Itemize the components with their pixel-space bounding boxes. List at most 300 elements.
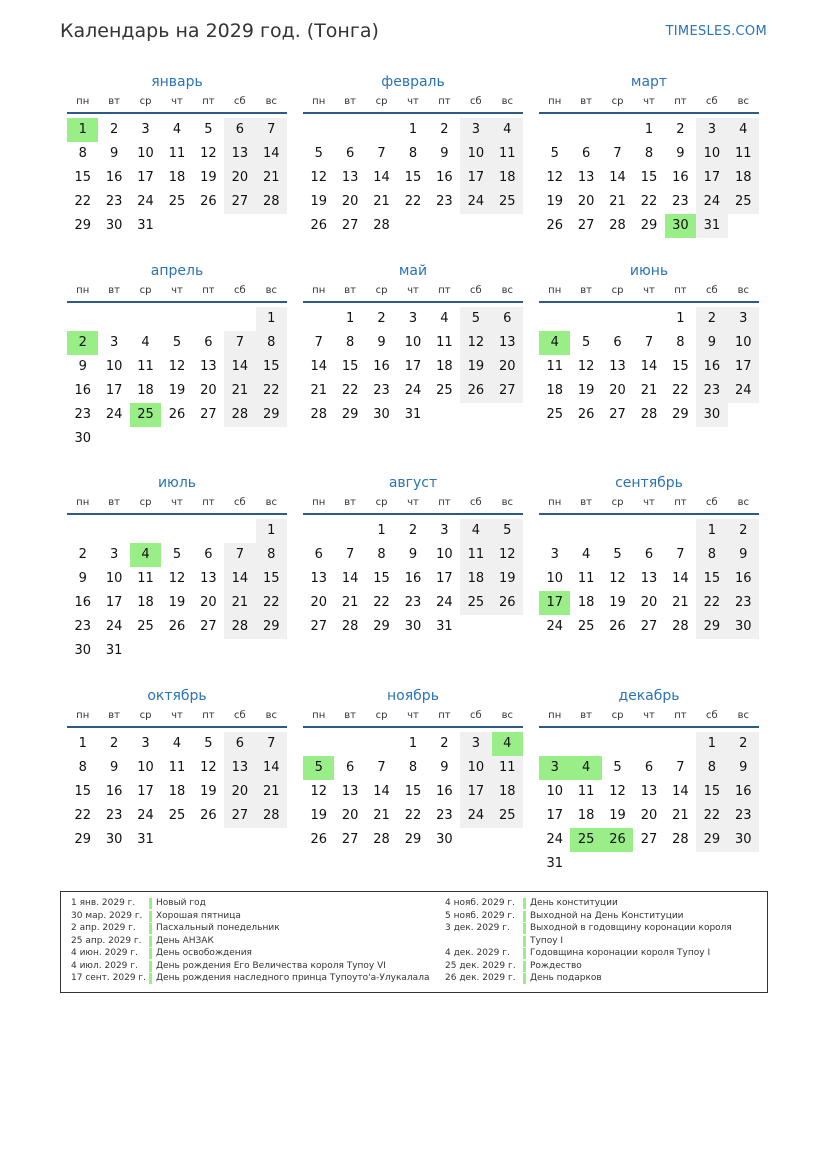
day-cell: 13 (609, 359, 626, 374)
day-cell: 22 (256, 591, 287, 615)
page-title: Календарь на 2029 год. (Тонга) (60, 20, 379, 42)
day-cell: 7 (676, 547, 685, 562)
day-cell: 30 (373, 407, 390, 422)
legend-marker (149, 936, 152, 947)
day-cell: 27 (310, 619, 327, 634)
day-cell: 22 (256, 379, 287, 403)
weekday-label: пт (674, 96, 687, 107)
day-cell: 7 (224, 331, 255, 355)
month-name: январь (151, 74, 203, 90)
day-cell: 11 (492, 756, 523, 780)
weekday-label: пн (76, 96, 90, 107)
day-cell: 9 (377, 335, 386, 350)
day-cell: 26 (310, 218, 327, 233)
day-cell: 30 (74, 643, 91, 658)
legend-marker (523, 911, 526, 922)
weekday-header (539, 283, 759, 303)
day-cell: 25 (546, 407, 563, 422)
weekday-label: ср (375, 285, 388, 296)
site-link[interactable]: TIMESLES.COM (665, 24, 767, 39)
day-cell: 22 (74, 194, 91, 209)
day-cell: 15 (404, 784, 422, 799)
weekday-label: пт (438, 96, 451, 107)
day-cell: 27 (224, 190, 255, 214)
day-cell: 4 (581, 547, 591, 562)
day-cell: 16 (436, 170, 453, 185)
day-cell: 24 (728, 379, 759, 403)
day-cell: 9 (408, 547, 418, 562)
day-cell: 2 (728, 732, 759, 756)
day-cell: 20 (609, 383, 626, 398)
month-name: октябрь (147, 688, 207, 704)
weekday-label: пн (548, 96, 562, 107)
weekday-header (539, 495, 759, 515)
day-cell: 22 (640, 194, 658, 209)
day-cell: 8 (78, 146, 87, 161)
day-cell: 19 (577, 383, 595, 398)
day-cell: 18 (168, 784, 186, 799)
weekday-header (303, 708, 523, 728)
day-cell: 8 (256, 331, 287, 355)
day-cell: 26 (460, 379, 491, 403)
day-cell: 29 (404, 832, 422, 847)
day-cell: 16 (728, 567, 759, 591)
day-cell: 6 (314, 547, 323, 562)
legend-holiday-name: День конституции (530, 898, 618, 908)
day-cell: 28 (256, 190, 287, 214)
holiday-day-cell: 1 (67, 118, 98, 142)
weekday-label: вс (737, 285, 749, 296)
day-cell: 19 (310, 194, 327, 209)
day-cell: 1 (377, 523, 386, 538)
day-cell: 6 (644, 760, 654, 775)
day-cell: 5 (204, 122, 213, 137)
day-cell: 12 (310, 170, 327, 185)
legend-date: 26 дек. 2029 г. (445, 973, 516, 983)
weekday-label: пн (312, 710, 326, 721)
day-cell: 16 (728, 780, 759, 804)
month-name: сентябрь (615, 475, 683, 491)
day-cell: 14 (640, 359, 658, 374)
holiday-day-cell: 3 (539, 756, 570, 780)
day-cell: 11 (460, 543, 491, 567)
weekday-label: пн (548, 497, 562, 508)
day-cell: 7 (613, 146, 622, 161)
legend-marker (523, 973, 526, 984)
day-cell: 5 (613, 547, 622, 562)
day-cell: 30 (436, 832, 453, 847)
legend-date: 5 нояб. 2029 г. (445, 910, 516, 921)
day-cell: 16 (404, 571, 422, 586)
day-cell: 11 (137, 571, 154, 586)
day-cell: 16 (672, 170, 689, 185)
legend-holiday-name: День освобождения (156, 948, 252, 958)
day-cell: 13 (640, 784, 658, 799)
day-cell: 12 (492, 543, 523, 567)
weekday-label: вт (108, 96, 120, 107)
day-cell: 23 (105, 808, 123, 823)
day-cell: 24 (436, 595, 453, 610)
day-cell: 12 (310, 784, 327, 799)
day-cell: 23 (404, 595, 422, 610)
weekday-label: вт (580, 710, 592, 721)
legend-holiday-name: Годовщина коронации короля Тупоу I (530, 948, 711, 958)
day-cell: 9 (109, 760, 119, 775)
day-cell: 6 (345, 760, 355, 775)
day-cell: 1 (256, 519, 287, 543)
day-cell: 30 (74, 431, 91, 446)
day-cell: 3 (141, 736, 150, 751)
day-cell: 25 (168, 194, 186, 209)
day-cell: 28 (256, 804, 287, 828)
day-cell: 24 (546, 619, 563, 634)
day-cell: 2 (78, 547, 87, 562)
day-cell: 13 (224, 142, 255, 166)
day-cell: 12 (200, 760, 217, 775)
day-cell: 3 (460, 118, 491, 142)
day-cell: 21 (256, 166, 287, 190)
month-name: август (388, 475, 438, 491)
weekday-label: вт (344, 96, 356, 107)
day-cell: 24 (404, 383, 422, 398)
weekday-label: вт (108, 285, 120, 296)
day-cell: 3 (109, 335, 119, 350)
day-cell: 4 (172, 736, 182, 751)
day-cell: 14 (224, 355, 255, 379)
day-cell: 21 (672, 595, 689, 610)
weekday-label: вс (265, 710, 277, 721)
day-cell: 26 (168, 407, 186, 422)
weekday-label: пт (674, 710, 687, 721)
weekday-label: вт (344, 497, 356, 508)
day-cell: 8 (676, 335, 685, 350)
weekday-header (67, 495, 287, 515)
day-cell: 9 (78, 571, 87, 586)
weekday-label: вс (501, 497, 513, 508)
day-cell: 24 (105, 619, 123, 634)
weekday-label: пн (312, 285, 326, 296)
day-cell: 11 (546, 359, 563, 374)
day-cell: 11 (577, 784, 595, 799)
day-cell: 21 (373, 808, 390, 823)
day-cell: 4 (172, 122, 182, 137)
month-name: декабрь (618, 688, 680, 704)
day-cell: 19 (168, 383, 186, 398)
weekday-label: пн (548, 710, 562, 721)
day-cell: 30 (696, 403, 727, 427)
day-cell: 31 (404, 407, 422, 422)
weekday-label: пн (76, 497, 90, 508)
day-cell: 8 (644, 146, 654, 161)
weekday-label: пт (674, 497, 687, 508)
legend-marker (149, 973, 152, 984)
day-cell: 7 (377, 760, 386, 775)
day-cell: 19 (546, 194, 563, 209)
day-cell: 9 (696, 331, 727, 355)
weekday-label: чт (171, 96, 183, 107)
day-cell: 20 (200, 383, 217, 398)
day-cell: 21 (310, 383, 327, 398)
weekday-header (539, 94, 759, 114)
weekday-label: сб (706, 497, 718, 508)
day-cell: 20 (200, 595, 217, 610)
day-cell: 28 (224, 615, 255, 639)
day-cell: 20 (224, 780, 255, 804)
day-cell: 19 (609, 595, 626, 610)
day-cell: 29 (74, 832, 91, 847)
day-cell: 27 (224, 804, 255, 828)
day-cell: 10 (728, 331, 759, 355)
holiday-day-cell: 2 (67, 331, 98, 355)
day-cell: 13 (577, 170, 595, 185)
legend-holiday-name: День рождения наследного принца Тупоуто'а-Улукалала (156, 973, 430, 983)
legend-holiday-name: Рождество (530, 960, 582, 971)
holiday-day-cell: 4 (130, 543, 161, 567)
day-cell: 26 (492, 591, 523, 615)
day-cell: 18 (728, 166, 759, 190)
day-cell: 8 (377, 547, 386, 562)
day-cell: 20 (341, 194, 359, 209)
day-cell: 29 (256, 403, 287, 427)
holiday-day-cell: 25 (570, 828, 601, 852)
month-name: июнь (629, 263, 669, 279)
day-cell: 9 (109, 146, 119, 161)
day-cell: 23 (728, 591, 759, 615)
day-cell: 22 (373, 595, 390, 610)
day-cell: 26 (168, 619, 186, 634)
day-cell: 3 (728, 307, 759, 331)
day-cell: 28 (373, 832, 390, 847)
day-cell: 21 (224, 379, 255, 403)
day-cell: 4 (440, 311, 449, 326)
day-cell: 6 (224, 118, 255, 142)
day-cell: 5 (314, 146, 323, 161)
day-cell: 1 (408, 736, 418, 751)
day-cell: 18 (137, 595, 154, 610)
day-cell: 25 (577, 619, 595, 634)
day-cell: 2 (109, 122, 119, 137)
weekday-label: пт (438, 285, 451, 296)
day-cell: 14 (373, 170, 390, 185)
weekday-label: чт (407, 710, 419, 721)
day-cell: 15 (256, 355, 287, 379)
month-name: май (398, 263, 428, 279)
day-cell: 13 (341, 784, 359, 799)
legend-holiday-name: День рождения Его Величества короля Тупоу VI (156, 960, 386, 971)
day-cell: 9 (676, 146, 685, 161)
legend-holiday-name: Хорошая пятница (156, 910, 241, 921)
day-cell: 6 (204, 335, 213, 350)
day-cell: 12 (460, 331, 491, 355)
day-cell: 31 (105, 643, 123, 658)
day-cell: 20 (640, 808, 658, 823)
day-cell: 29 (696, 828, 727, 852)
day-cell: 10 (546, 784, 563, 799)
day-cell: 8 (78, 760, 87, 775)
day-cell: 15 (404, 170, 422, 185)
holiday-day-cell: 25 (130, 403, 161, 427)
day-cell: 11 (577, 571, 595, 586)
legend-marker (523, 936, 526, 947)
day-cell: 20 (224, 166, 255, 190)
day-cell: 5 (492, 519, 523, 543)
day-cell: 28 (672, 619, 689, 634)
day-cell: 11 (436, 335, 453, 350)
day-cell: 22 (341, 383, 359, 398)
day-cell: 5 (613, 760, 622, 775)
day-cell: 3 (696, 118, 727, 142)
month-name: февраль (381, 74, 445, 90)
day-cell: 27 (200, 619, 217, 634)
weekday-label: вс (737, 96, 749, 107)
weekday-label: вс (501, 710, 513, 721)
weekday-label: чт (171, 497, 183, 508)
day-cell: 11 (728, 142, 759, 166)
weekday-label: чт (643, 96, 655, 107)
day-cell: 10 (404, 335, 422, 350)
weekday-label: чт (407, 497, 419, 508)
weekday-label: вс (265, 96, 277, 107)
day-cell: 3 (550, 547, 559, 562)
weekday-label: вс (265, 285, 277, 296)
day-cell: 30 (728, 828, 759, 852)
day-cell: 27 (577, 218, 595, 233)
day-cell: 21 (373, 194, 390, 209)
weekday-label: ср (375, 710, 388, 721)
weekday-label: ср (611, 710, 624, 721)
holiday-day-cell: 4 (570, 756, 601, 780)
day-cell: 18 (168, 170, 186, 185)
day-cell: 18 (137, 383, 154, 398)
weekday-label: сб (470, 96, 482, 107)
day-cell: 30 (105, 218, 123, 233)
weekday-label: сб (706, 710, 718, 721)
legend-holiday-name: Пасхальный понедельник (156, 923, 280, 933)
day-cell: 29 (256, 615, 287, 639)
legend-date: 4 нояб. 2029 г. (445, 898, 516, 908)
day-cell: 16 (436, 784, 453, 799)
day-cell: 24 (460, 804, 491, 828)
day-cell: 4 (460, 519, 491, 543)
day-cell: 18 (577, 808, 595, 823)
day-cell: 11 (168, 760, 186, 775)
day-cell: 25 (728, 190, 759, 214)
weekday-label: ср (611, 285, 624, 296)
weekday-label: вт (580, 96, 592, 107)
day-cell: 24 (137, 808, 154, 823)
day-cell: 23 (672, 194, 689, 209)
weekday-label: пт (202, 710, 215, 721)
day-cell: 15 (74, 170, 91, 185)
day-cell: 8 (345, 335, 355, 350)
day-cell: 14 (672, 571, 689, 586)
day-cell: 10 (460, 756, 491, 780)
weekday-label: ср (611, 497, 624, 508)
day-cell: 13 (200, 359, 217, 374)
legend-date: 17 сент. 2029 г. (71, 973, 147, 983)
day-cell: 3 (440, 523, 449, 538)
day-cell: 23 (373, 383, 390, 398)
weekday-label: вс (737, 497, 749, 508)
weekday-label: ср (139, 285, 152, 296)
weekday-label: сб (470, 285, 482, 296)
day-cell: 3 (141, 122, 150, 137)
day-cell: 21 (672, 808, 689, 823)
day-cell: 14 (256, 142, 287, 166)
day-cell: 20 (577, 194, 595, 209)
weekday-header (303, 495, 523, 515)
day-cell: 31 (137, 218, 154, 233)
legend-date: 3 дек. 2029 г. (445, 923, 510, 933)
day-cell: 14 (672, 784, 689, 799)
day-cell: 19 (460, 355, 491, 379)
holiday-day-cell: 26 (602, 828, 633, 852)
weekday-label: вт (344, 710, 356, 721)
day-cell: 19 (310, 808, 327, 823)
weekday-label: пн (76, 710, 90, 721)
day-cell: 27 (341, 832, 359, 847)
day-cell: 5 (460, 307, 491, 331)
day-cell: 9 (440, 146, 449, 161)
day-cell: 14 (373, 784, 390, 799)
day-cell: 30 (728, 615, 759, 639)
day-cell: 23 (74, 619, 91, 634)
day-cell: 22 (696, 591, 727, 615)
day-cell: 26 (200, 194, 217, 209)
legend-date: 4 июн. 2029 г. (71, 948, 138, 958)
day-cell: 5 (172, 547, 182, 562)
legend-holiday-name: Выходной в годовщину коронации короля (530, 923, 732, 933)
day-cell: 16 (373, 359, 390, 374)
day-cell: 23 (696, 379, 727, 403)
day-cell: 19 (492, 567, 523, 591)
day-cell: 29 (74, 218, 91, 233)
day-cell: 27 (640, 832, 658, 847)
weekday-header (67, 708, 287, 728)
day-cell: 30 (105, 832, 123, 847)
day-cell: 28 (609, 218, 626, 233)
day-cell: 13 (200, 571, 217, 586)
day-cell: 22 (696, 804, 727, 828)
weekday-label: пт (202, 285, 215, 296)
weekday-label: чт (643, 497, 655, 508)
day-cell: 21 (341, 595, 359, 610)
weekday-label: ср (611, 96, 624, 107)
day-cell: 3 (408, 311, 418, 326)
weekday-label: чт (407, 285, 419, 296)
legend-date: 25 дек. 2029 г. (445, 960, 516, 971)
day-cell: 1 (408, 122, 418, 137)
day-cell: 8 (408, 760, 418, 775)
weekday-label: вт (580, 497, 592, 508)
holiday-day-cell: 4 (492, 732, 523, 756)
day-cell: 17 (696, 166, 727, 190)
month-name: март (630, 74, 668, 90)
day-cell: 15 (640, 170, 658, 185)
day-cell: 18 (546, 383, 563, 398)
day-cell: 18 (436, 359, 453, 374)
legend-holiday-name: Тупоу I (530, 935, 564, 946)
holiday-day-cell: 17 (539, 591, 570, 615)
day-cell: 28 (672, 832, 689, 847)
day-cell: 3 (109, 547, 119, 562)
day-cell: 20 (341, 808, 359, 823)
weekday-label: вт (108, 497, 120, 508)
legend-date: 4 дек. 2029 г. (445, 948, 510, 958)
day-cell: 14 (256, 756, 287, 780)
weekday-label: сб (234, 710, 246, 721)
day-cell: 12 (200, 146, 217, 161)
